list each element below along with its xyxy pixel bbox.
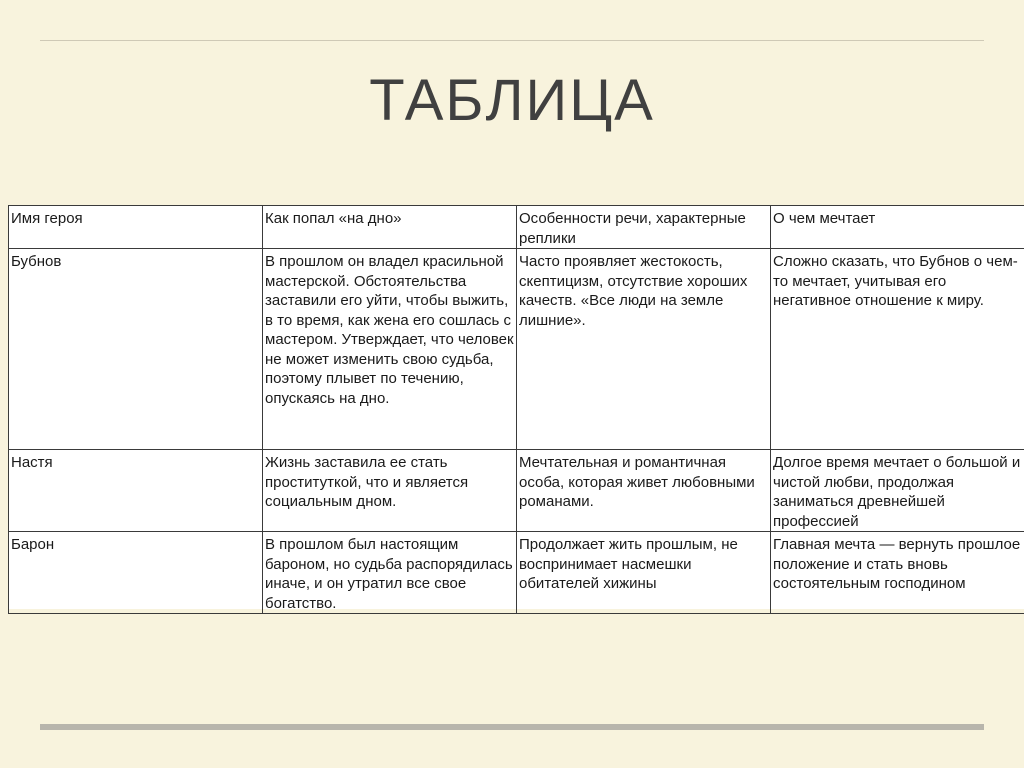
cell-dreams: Долгое время мечтает о большой и чистой любви, продолжая заниматься древнейшей профессией bbox=[771, 450, 1024, 532]
header-cell-hero-name: Имя героя bbox=[9, 206, 263, 249]
cell-how-fell: Жизнь заставила ее стать проституткой, что и является социальным дном. bbox=[263, 450, 517, 532]
cell-hero-name: Бубнов bbox=[9, 249, 263, 450]
characters-table bbox=[8, 205, 1024, 614]
cell-dreams: Главная мечта — вернуть прошлое положение и стать вновь состоятельным господином bbox=[771, 532, 1024, 614]
header-cell-how-fell: Как попал «на дно» bbox=[263, 206, 517, 249]
cell-speech: Продолжает жить прошлым, не воспринимает насмешки обитателей хижины bbox=[517, 532, 771, 614]
cell-speech: Часто проявляет жестокость, скептицизм, отсутствие хороших качеств. «Все люди на земле лишние». bbox=[517, 249, 771, 450]
table-row bbox=[9, 532, 1024, 614]
cell-how-fell: В прошлом был настоящим бароном, но судьба распорядилась иначе, и он утратил все свое богатство. bbox=[263, 532, 517, 614]
table-container bbox=[8, 205, 1024, 612]
top-divider bbox=[40, 40, 984, 41]
table-header-row bbox=[9, 206, 1024, 249]
slide-title: ТАБЛИЦА bbox=[369, 68, 655, 133]
table-row bbox=[9, 450, 1024, 532]
cell-hero-name: Настя bbox=[9, 450, 263, 532]
cell-hero-name: Барон bbox=[9, 532, 263, 614]
table-row bbox=[9, 249, 1024, 450]
cell-how-fell: В прошлом он владел красильной мастерской. Обстоятельства заставили его уйти, чтобы выжить, в то время, как жена его сошлась с мастером. Утверждает, что человек не может изменить свою судьба, поэтому плывет по течению, опускаясь на дно. bbox=[263, 249, 517, 450]
cell-dreams: Сложно сказать, что Бубнов о чем-то мечтает, учитывая его негативное отношение к миру. bbox=[771, 249, 1024, 450]
header-cell-dreams: О чем мечтает bbox=[771, 206, 1024, 249]
bottom-divider-bar bbox=[40, 724, 984, 730]
cell-speech: Мечтательная и романтичная особа, которая живет любовными романами. bbox=[517, 450, 771, 532]
header-cell-speech: Особенности речи, характерные реплики bbox=[517, 206, 771, 249]
